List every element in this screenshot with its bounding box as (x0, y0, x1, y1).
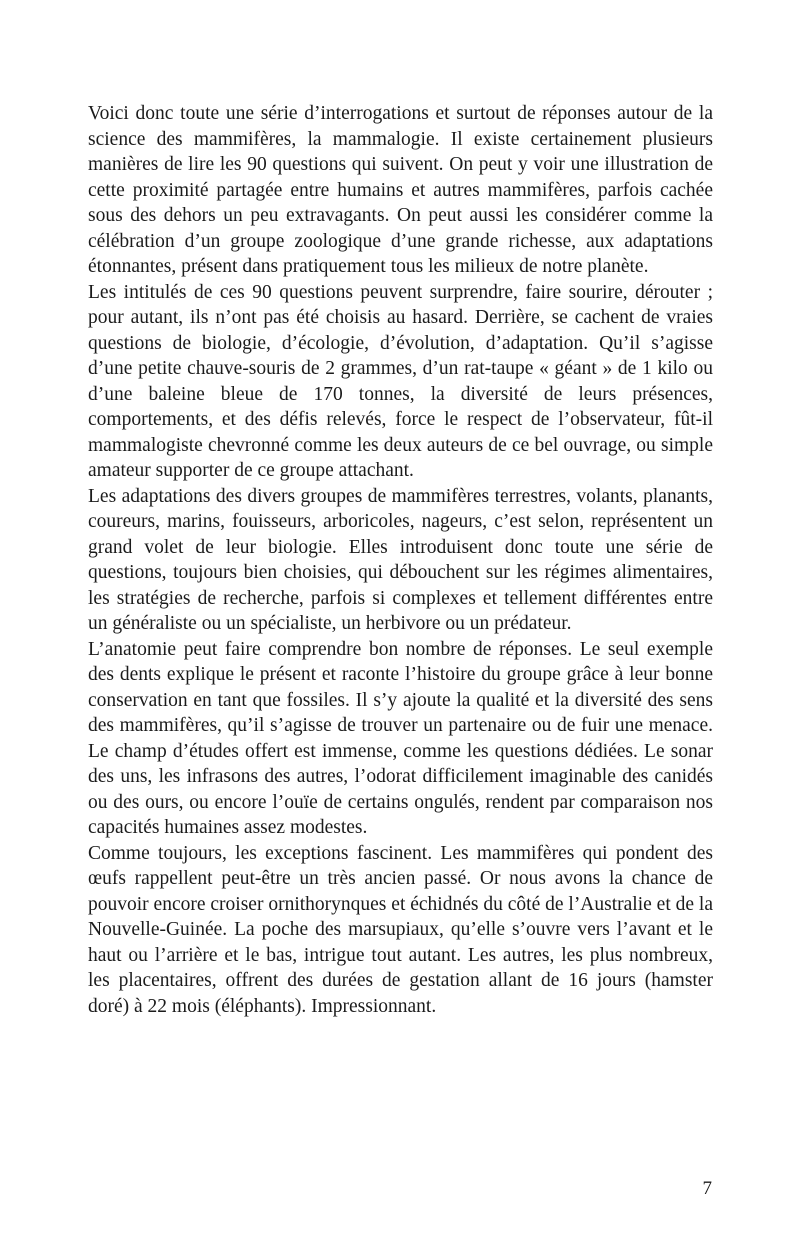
paragraph: Voici donc toute une série d’interrogations et surtout de réponses autour de la science des mammifères, la mammalogie. Il existe certainement plusieurs manières de lire les 90 questions qui suivent. On peut y voir une illustration de cette proximité partagée entre humains et autres mammifères, parfois cachée sous des dehors un peu extravagants. On peut aussi les considérer comme la célébration d’un groupe zoologique d’une grande richesse, aux adaptations étonnantes, présent dans pratiquement tous les milieux de notre planète. (88, 103, 713, 277)
body-text (88, 101, 713, 1019)
paragraph: L’anatomie peut faire comprendre bon nombre de réponses. Le seul exemple des dents explique le présent et raconte l’histoire du groupe grâce à leur bonne conservation en tant que fossiles. Il s’y ajoute la qualité et la diversité des sens des mammifères, qu’il s’agisse de trouver un partenaire ou de fuir une menace. Le champ d’études offert est immense, comme les questions dédiées. Le sonar des uns, les infrasons des autres, l’odorat difficilement imaginable des canidés ou des ours, ou encore l’ouïe de certains ongulés, rendent par comparaison nos capacités humaines assez modestes. (88, 638, 713, 838)
page-number: 7 (702, 1178, 712, 1199)
paragraph: Les adaptations des divers groupes de mammifères terrestres, volants, planants, coureurs, marins, fouisseurs, arboricoles, nageurs, c’est selon, représentent un grand volet de leur biologie. Elles introduisent donc toute une série de questions, toujours bien choisies, qui débouchent sur les régimes alimentaires, les stratégies de recherche, parfois si complexes et tellement différentes entre un généraliste ou un spécialiste, un herbivore ou un prédateur. (88, 485, 713, 634)
paragraph: Les intitulés de ces 90 questions peuvent surprendre, faire sourire, dérouter ; pour autant, ils n’ont pas été choisis au hasard. Derrière, se cachent de vraies questions de biologie, d’écologie, d’évolution, d’adaptation. Qu’il s’agisse d’une petite chauve-souris de 2 grammes, d’un rat-taupe « géant » de 1 kilo ou d’une baleine bleue de 170 tonnes, la diversité de leurs présences, comportements, et des défis relevés, force le respect de l’observateur, fût-il mammalogiste chevronné comme les deux auteurs de ce bel ouvrage, ou simple amateur supporter de ce groupe attachant. (88, 281, 713, 481)
paragraph: Comme toujours, les exceptions fascinent. Les mammifères qui pondent des œufs rappellent peut-être un très ancien passé. Or nous avons la chance de pouvoir encore croiser ornithorynques et échidnés du côté de l’Australie et de la Nouvelle-Guinée. La poche des marsupiaux, qu’elle s’ouvre vers l’avant et le haut ou l’arrière et le bas, intrigue tout autant. Les autres, les plus nombreux, les placentaires, offrent des durées de gestation allant de 16 jours (hamster doré) à 22 mois (éléphants). Impressionnant. (88, 842, 713, 1017)
